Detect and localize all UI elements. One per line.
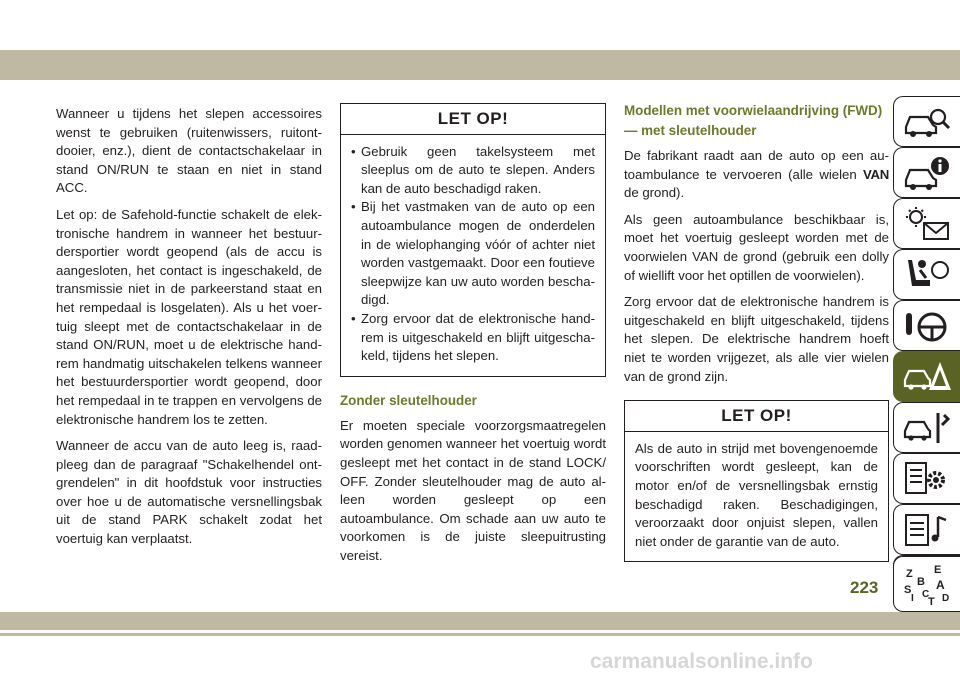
index-letter: E bbox=[934, 564, 942, 576]
column-2 bbox=[340, 103, 606, 573]
index-letter: B bbox=[917, 576, 925, 588]
tab-car-search[interactable] bbox=[893, 96, 960, 147]
dashboard-lights-message-icon bbox=[902, 205, 952, 243]
index-letter: Z bbox=[906, 568, 913, 580]
top-decorative-band bbox=[0, 50, 960, 80]
multimedia-music-icon bbox=[902, 511, 952, 549]
paragraph-accessories: Wanneer u tijdens het slepen accessoires wenst te gebruiken (ruitenwissers, ruitontdooier, enz.), dient de contactschakelaar in stand ON/RUN te staan en niet in stand ACC. bbox=[56, 106, 322, 196]
car-search-icon bbox=[902, 103, 952, 141]
breakdown-warning-triangle-icon bbox=[902, 358, 952, 396]
alphabetical-index-icon bbox=[902, 563, 952, 607]
watermark-text: carmanualsonline.info bbox=[590, 650, 813, 673]
index-letter: A bbox=[936, 578, 945, 592]
paragraph-fwd-recommendation: De fabrikant raadt aan de auto op een autoambulance te vervoeren (alle wielen VAN de grond). bbox=[624, 148, 889, 201]
tab-servicing[interactable] bbox=[893, 402, 960, 453]
tab-multimedia[interactable] bbox=[893, 504, 960, 555]
section-heading-fwd: Modellen met voorwielaandrijving (FWD) — met sleutelhouder bbox=[624, 103, 883, 138]
column-1 bbox=[56, 105, 322, 557]
tab-alphabetical-index[interactable] bbox=[893, 556, 960, 612]
index-letter: S bbox=[904, 584, 912, 596]
tab-dashboard-lights[interactable] bbox=[893, 198, 960, 249]
warning-title: LET OP! bbox=[625, 401, 888, 432]
warning-item: • Zorg ervoor dat de elektronische handrem is uitgeschakeld en blijft uitgeschakeld, tijdens het slepen. bbox=[351, 310, 595, 366]
tab-car-info[interactable] bbox=[893, 147, 960, 198]
car-tools-maintenance-icon bbox=[902, 409, 952, 447]
paragraph-no-keyholder: Er moeten speciale voorzorgsmaatregelen worden genomen wanneer het voertuig wordt gesleept met het contact in de stand LOCK/ OFF. Zonder sleutelhouder mag de auto alleen worden gesleept op een autoambulance. Om schade aan uw auto te voorkomen is de juiste sleepuitrusting vereist. bbox=[340, 417, 606, 563]
bottom-decorative-line bbox=[0, 633, 960, 636]
tab-starting-operating[interactable] bbox=[893, 300, 960, 351]
index-letter: C bbox=[922, 589, 930, 600]
warning-item: • Gebruik geen takelsysteem met sleeplus om de auto te slepen. Anders kan de auto beschadigd raken. bbox=[351, 143, 595, 199]
bottom-decorative-band bbox=[0, 612, 960, 630]
tab-safety[interactable] bbox=[893, 249, 960, 300]
page-number: 223 bbox=[850, 578, 879, 597]
warning-text: Als de auto in strijd met bovengenoemde voorschriften wordt gesleept, kan de motor en/of de versnellingsbak ernstig beschadigd raken. Beschadigingen, veroorzaakt door onjuist slepen, vallen niet onder de garantie van de auto. bbox=[635, 440, 878, 549]
index-letter: I bbox=[911, 593, 914, 604]
warning-box bbox=[624, 400, 889, 562]
index-letter: D bbox=[942, 593, 950, 604]
paragraph-handbrake: Zorg ervoor dat de elektronische handrem is uitgeschakeld en blijft uitgeschakeld, tijdens het slepen. De elektrische handrem hoeft niet te worden vrijgezet, als alle vier wielen van de grond zijn. bbox=[624, 294, 889, 384]
paragraph-no-ambulance: Als geen autoambulance beschikbaar is, moet het voertuig gesleept worden met de voorwielen VAN de grond (gebruik een dolly of wiellift voor het optillen de voorwielen). bbox=[624, 211, 889, 283]
paragraph-battery-empty: Wanneer de accu van de auto leeg is, raadpleeg dan de paragraaf "Schakelhendel ontgrendelen" in dit hoofdstuk voor instructies over hoe u de automatische versnellingsbak uit de stand PARK schakelt zodat het voertuig kan verplaatst. bbox=[56, 438, 322, 547]
car-info-icon bbox=[902, 154, 952, 192]
index-letter: T bbox=[928, 596, 935, 607]
warning-item: • Bij het vastmaken van de auto op een autoambulance mogen de onderdelen in de wielophanging vóór of achter niet worden vastgemaakt. Door een foutieve sleepwijze kan uw auto worden beschadigd. bbox=[351, 198, 595, 310]
seat-airbag-safety-icon bbox=[902, 256, 952, 294]
steering-wheel-key-icon bbox=[902, 307, 952, 345]
warning-box bbox=[340, 103, 606, 377]
tab-technical-specifications[interactable] bbox=[893, 453, 960, 504]
section-heading-no-keyholder: Zonder sleutelhouder bbox=[340, 392, 477, 408]
column-3 bbox=[624, 101, 889, 562]
paragraph-safehold: Let op: de Safehold-functie schakelt de elektronische handrem in wanneer het bestuurdersportier wordt geopend (als de accu is aangesloten, het contact is ingeschakeld, de transmissie niet in de parkeerstand staat en het rempedaal is losgelaten). Als u het voertuig sleept met de contactschakelaar in de stand ON/RUN, moet u de elektrische handrem handmatig uitschakelen telkens wanneer het bestuurdersportier wordt geopend, door het rempedaal in te trappen en vervolgens de elektronische handrem los te zetten. bbox=[56, 206, 322, 427]
tab-in-case-of-emergency[interactable] bbox=[893, 351, 960, 402]
specifications-list-gear-icon bbox=[902, 460, 952, 498]
warning-title: LET OP! bbox=[341, 104, 605, 135]
warning-list bbox=[351, 143, 595, 366]
keyword-van: VAN bbox=[863, 166, 889, 182]
